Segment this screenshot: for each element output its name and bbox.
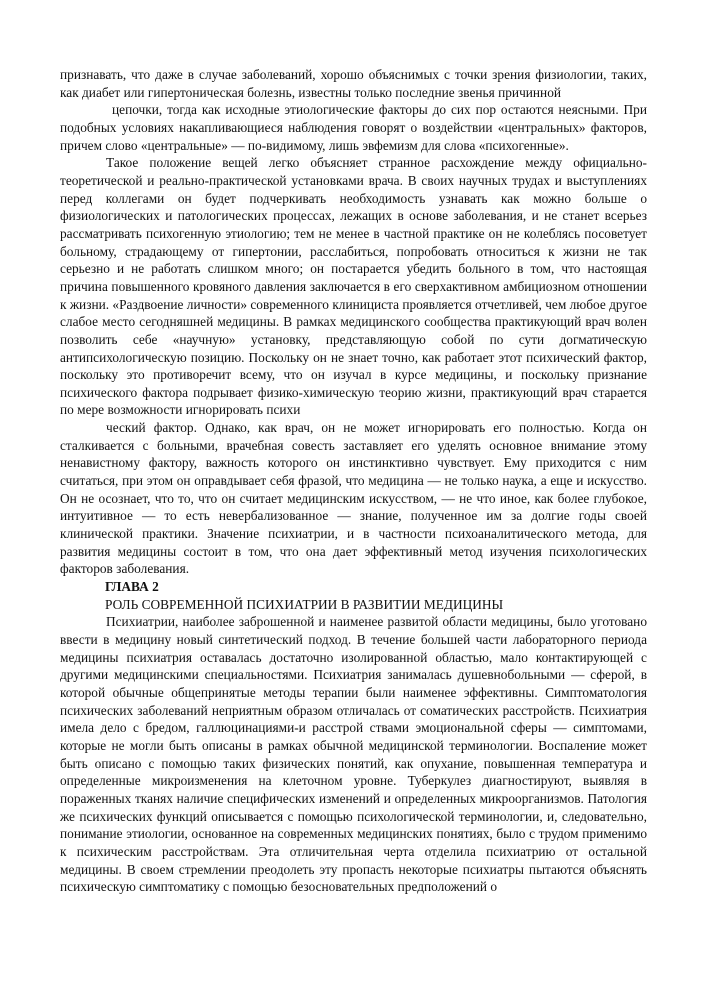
- paragraph-5: Психиатрии, наиболее заброшенной и наименее развитой области медицины, было уготовано ввести в медицину новый синтетический подход. В течение большей части лабораторного периода медицины психиатрия оставалась достаточно изолированной областью, мало контактирующей с другими медицинскими специальностями. Психиатрия занималась душевнобольными — сферой, в которой обычные общепринятые методы терапии были наименее эффективны. Симптоматология психических заболеваний неприятным образом отличалась от соматических расстройств. Психиатрия имела дело с бредом, галлюцинациями-и расстрой ствами эмоциональной сферы — симптомами, которые не могли быть описаны в рамках обычной медицинской терминологии. Воспаление может быть описано с помощью таких физических понятий, как опухание, повышенная температура и определенные микроизменения на клеточном уровне. Туберкулез диагностируют, выявляя в пораженных тканях наличие специфических изменений и определенных микроорганизмов. Патология же психических функций описывается с помощью психологической терминологии, и, следовательно, понимание этиологии, основанное на современных медицинских понятиях, было с трудом применимо к психическим расстройствам. Эта отличительная черта отделила психиатрию от остальной медицины. В своем стремлении преодолеть эту пропасть некоторые психиатры пытаются объяснять психическую симптоматику с помощью безосновательных предположений о: [60, 614, 647, 895]
- paragraph-2: цепочки, тогда как исходные этиологические факторы до сих пор остаются неясными. При подобных условиях накапливающиеся наблюдения говорят о воздействии «центральных» факторов, причем слово «центральные» — по-видимому, лишь эвфемизм для слова «психогенные».: [60, 102, 647, 153]
- paragraph-4: ческий фактор. Однако, как врач, он не может игнорировать его полностью. Когда он сталкивается с больными, врачебная совесть заставляет его уделять основное внимание этому ненавистному фактору, важность которого он инстинктивно чувствует. Ему приходится с ним считаться, при этом он оправдывает себя фразой, что медицина — не только наука, а еще и искусство. Он не осознает, что то, что он считает медицинским искусством, — не что иное, как более глубокое, интуитивное — то есть невербализованное — знание, полученное им за долгие годы своей клинической практики. Значение психиатрии, и в частности психоаналитического метода, для развития медицины состоит в том, что она дает эффективный метод изучения психологических факторов заболевания.: [60, 420, 647, 577]
- chapter-title: РОЛЬ СОВРЕМЕННОЙ ПСИХИАТРИИ В РАЗВИТИИ МЕДИЦИНЫ: [105, 596, 504, 612]
- chapter-heading: ГЛАВА 2: [105, 579, 159, 595]
- paragraph-1: признавать, что даже в случае заболеваний, хорошо объяснимых с точки зрения физиологии, таких, как диабет или гипертоническая болезнь, известны только последние звенья причинной: [60, 67, 647, 100]
- document-body: [60, 66, 647, 896]
- paragraph-3: Такое положение вещей легко объясняет странное расхождение между официально-теоретической и реально-практической установками врача. В своих научных трудах и выступлениях перед коллегами он будет подчеркивать необходимость узнавать как можно больше о физиологических и патологических процессах, лежащих в основе заболевания, и не станет всерьез рассматривать психогенную этиологию; тем не менее в частной практике он не колеблясь посоветует больному, страдающему от гипертонии, расслабиться, попробовать относиться к жизни не так серьезно и не работать слишком много; он постарается убедить больного в том, что настоящая причина повышенного кровяного давления заключается в его сверхактивном амбициозном отношении к жизни. «Раздвоение личности» современного клинициста проявляется отчетливей, чем любое другое слабое место сегодняшней медицины. В рамках медицинского сообщества практикующий врач волен позволить себе «научную» установку, представляющую собой по сути догматическую антипсихологическую позицию. Поскольку он не знает точно, как работает этот психический фактор, поскольку это противоречит всему, что он изучал в курсе медицины, и поскольку признание психического фактора подрывает физико-химическую теорию жизни, практикующий врач старается по мере возможности игнорировать психи: [60, 155, 647, 418]
